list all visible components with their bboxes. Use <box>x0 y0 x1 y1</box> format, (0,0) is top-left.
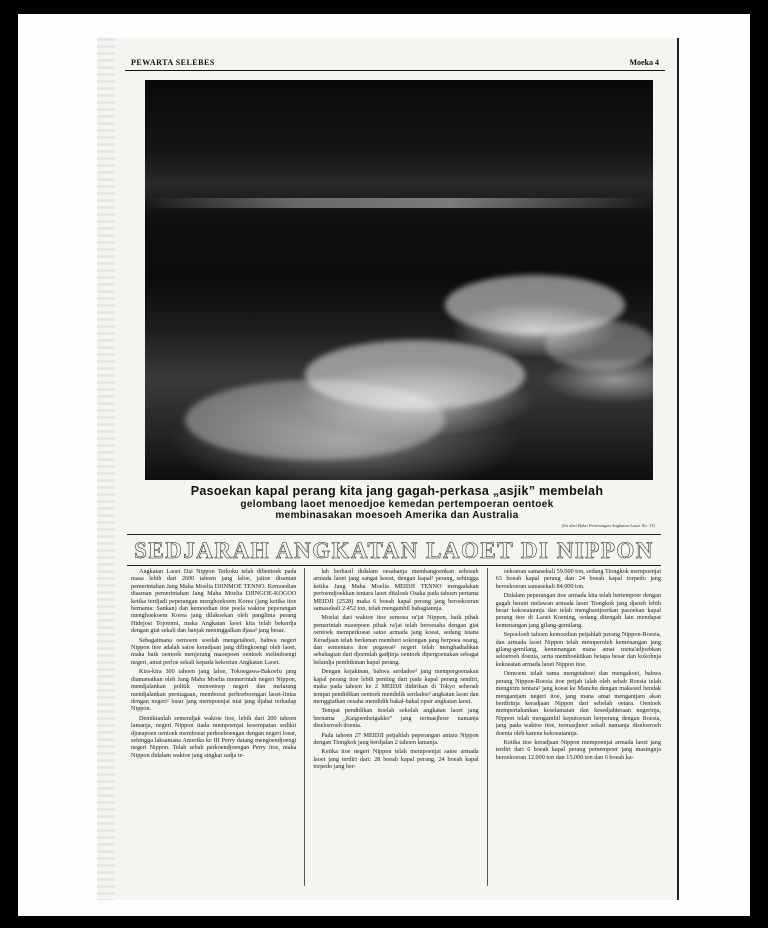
headline-rule-top <box>127 534 661 535</box>
photo-wave <box>185 380 445 460</box>
paragraph: oekoeran samasekali 59.000 ton, sedang Tiongkok mempoenjai 63 boeah kapal perang dan 24 boeah kapal torpedo jang beroekoeran samasekali 84.000 ton. <box>495 568 661 590</box>
article-column-1 <box>131 568 296 886</box>
warship-photo <box>145 80 653 480</box>
caption-line-2: gelombang laoet menoedjoe kemedan pertempoeran oentoek <box>240 499 554 510</box>
photo-horizon <box>145 198 653 208</box>
paragraph: Sebagaimana oemoem soedah mengetahoei, bahwa negeri Nippon itoe adalah satoe keradjaan jang dilingkoengi oleh laoet, maka baik oentoek menjerang maoepoen oentoek melindoengi negeri, amat perloe sekali kepada kekoetan Angkatan Laoet. <box>131 636 297 666</box>
photo-credit: (Ini dari Balai Penerangan Angkatan Laoet No. 15) <box>561 523 655 528</box>
paragraph: Tempat pendidikan itoelah sekolah angkatan laoet jang bernama „Kaigoenheigakko” jang termasjhoer namanja diseloeroeh doenia. <box>313 707 479 730</box>
caption-line-3: membinasakan moesoeh Amerika dan Australia <box>275 510 519 521</box>
column-divider <box>304 568 305 886</box>
paragraph: Demikianlah semendjak waktoe itoe, lebih dari 200 tahoen lamanja, negeri Nippon tiada mempoenjai kesempatan sedikit djoeapoen oentoek memboeat perhoeboengan dengan negeri loear, sehingga laksamana Amerika ke III Perry datang mengoendjoengi negeri Nippon. Telah sebab perkoendjoengan Perry itoe, maka Nippon didalam waktoe jang singkat sadja te- <box>131 714 297 759</box>
paragraph: Oemoem telah sama mengetahoei dan mengakoei, bahwa perang Nippon-Roesia itoe petjah ialah oleh sebab Roesia telah mengirim tentara² jang koeat ke Manchu dengan maksoed hendak mengantjam negeri itoe, jang mana amat mengantjam akan berdirinja keradjaan Nippon dari sebelah oetara. Oentoek mempertahankan keselamatan dan kesedjahteraan negerinja, Nippon telah mengambil keputoesan berperang dengan Roesia, jang pada waktoe itoe, termasjhoer sekali namanja diseloeroeh doenia oleh karena kekoeatannja. <box>495 670 661 737</box>
publication-name: PEWARTA SELEBES <box>131 58 215 67</box>
page-number: Moeka 4 <box>629 58 659 67</box>
paragraph: Ketika itoe keradjaan Nippon mempoenjai armada laoet jang terdiri dari 6 boeah kapal perang pemempoer jang masingnja beroekoeran 12.000 ton dan 15.000 ton dan 6 boeah ka- <box>495 738 661 761</box>
column-divider <box>487 568 488 886</box>
paragraph: Kira-kira 300 tahoen jang laloe, Tokoegawa-Bakoefu jang diamanatkan oleh Jang Maha Moelia memerintah negeri Nippon, mendjalankan politik menoetoep negeri dan melarang mendjalankan perniagaan, memboeat perhoeboengan laoet-lintas dengan negeri² loear jang mempoenjai niat jang djahat terhadap Nippon. <box>131 668 297 713</box>
paragraph: Pada tahoen 27 MEIDJI petjahlah peperangan antara Nippon dengan Tiongkok jang berdjalan 2 tahoen lamanja. <box>313 731 479 746</box>
article-column-3 <box>496 568 661 886</box>
page-edge-shadow <box>97 38 115 900</box>
paragraph: lah berhasil didalam oesahanja membangoenkan seboeah armada laoet jang sangat koeat, dengan kapal² perang, sehingga ketika Jang Maha Moelia MEIDJI TENNO mengadakan pertoendjoekkan tentara laoet ditaloek Osaka pada tahoen pertama MEIDJI (2528) maka 6 boeah kapal perang jang beroekoeran samasekali 2.452 ton, telah mengambil bahagiannja. <box>313 568 479 613</box>
headline-rule-bottom <box>127 565 661 566</box>
newspaper-page <box>97 38 679 900</box>
running-head <box>125 58 665 71</box>
paragraph: Didalam peperangan itoe armada kita telah bertempoer dengan gagah berani melawan armada laoet Tiongkok jang djaoeh lebih besar kekoeatannja dan telah menghantjoerkan pasoekan kapal perang itoe di Laoet Koening, sedang ditengah lain mendapat kemenangan jang gilang-gemilang. <box>495 592 661 629</box>
paragraph: Sepoeloeh tahoen kemoedian petjahlah perang Nippon-Roesia, dan armada laoet Nippon telah memperoleh kemenangan jang gilang-gemilang, kemenangan mana amat mena'adjoebkan seloeroeh doenia, serta memboektikan betapa besar dan kokohnja kekoeatan armada laoet Nippon itoe. <box>495 631 661 668</box>
paragraph: Moelai dari waktoe itoe semoea ra'jat Nippon, baik pihak pemerintah maoepoen pihak ra'jat telah beroesaha dengan giat oentoek memperkoeat satoe armada jang koeat, sedang istana Keradjaan telah berkenan memberi sokongan jang berpoea oeang, dan sementara itoe pegawai² negeri telah menghadiahkan sebahagian dari djoemlah gadjinja oentoek dipergoenakan sebagai belandja pembikinan kapal perang. <box>313 614 479 666</box>
paragraph: Angkatan Laoet Dai Nippon Teikoku telah dibentoek pada masa lebih dari 2600 tahoen jang laloe, jaitoe disaman pemerintahan Jang Maha Moelia DJINMOE TENNO. Kemoedian diasman pemerintahan Jang Maha Moelia DJINGOE-KOGOO ketika terdjadi peperangan menghoekoem Korea (jang ketika itoe bernama: Sankan) dan kemoedian itoe poela waktoe peperangan menghoekoem Korea jang dilakoekan oleh panglima perang Hidejosi Tojotomi, maka Angkatan laoet kita telah bekerdja dengan giat sekali dan banjak meninggalkan djasa² jang besar. <box>131 568 297 635</box>
photo-caption <box>137 484 657 521</box>
paragraph: Ketika itoe negeri Nippon telah mempoenjai satoe armada laoet jang terdiri dari: 28 boeah kapal perang, 24 boeah kapal torpedo jang ber- <box>313 748 479 771</box>
caption-line-1: Pasoekan kapal perang kita jang gagah-perkasa „asjik” membelah <box>190 484 604 498</box>
photo-wave <box>545 320 653 370</box>
paragraph: Dengan kejakinan, bahwa serdadoe² jang mempergoenakan kapal perang itoe lebih penting dari pada kapal perang sendiri, maka pada tahoen ke 2 MEIDJI didirikan di Tokyo sebeoah tempat pendidikan oentoek mendidik serdadoe² angkatan laoet dan menggiatkan oesaha mendidik bakal-bakal opsir angkatan laoet. <box>313 668 479 705</box>
article-headline: SEDJARAH ANGKATAN LAOET DI NIPPON <box>134 538 654 563</box>
article-columns <box>131 568 661 886</box>
article-column-2 <box>313 568 478 886</box>
